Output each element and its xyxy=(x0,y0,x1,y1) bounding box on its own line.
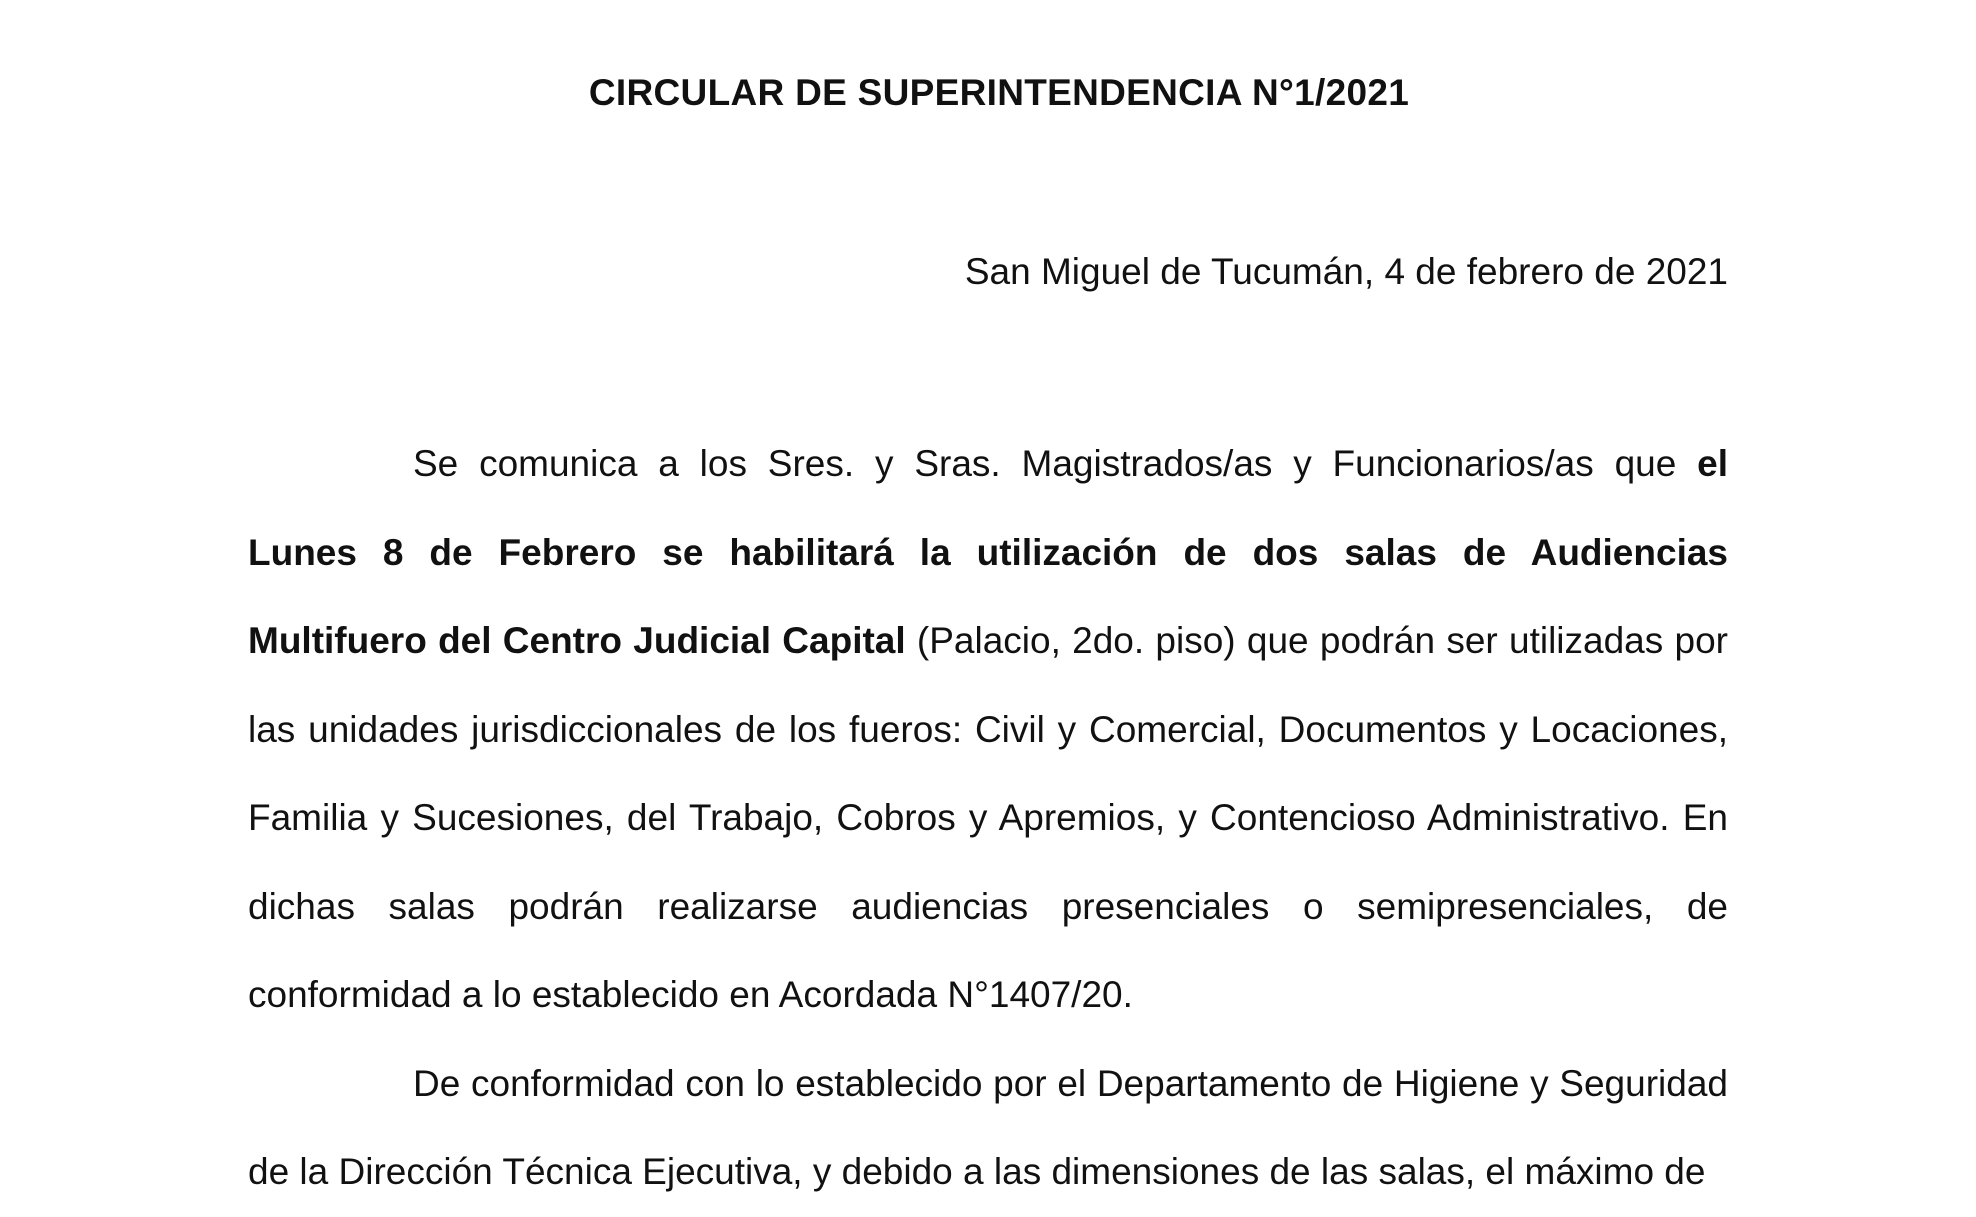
paragraph-1 xyxy=(248,420,1728,1040)
paragraph-1-lead: Se comunica a los Sres. y Sras. Magistrados/as y Funcionarios/as que xyxy=(413,443,1698,484)
paragraph-1-rest: (Palacio, 2do. piso) que podrán ser utilizadas por las unidades jurisdiccionales de los fueros: Civil y Comercial, Documentos y Locaciones, Familia y Sucesiones, del Trabajo, Cobros y Apremios, y Contencioso Administrativo. En dichas salas podrán realizarse audiencias presenciales o semipresenciales, de conformidad a lo establecido en Acordada N°1407/20. xyxy=(248,620,1728,1015)
date-line: San Miguel de Tucumán, 4 de febrero de 2021 xyxy=(964,251,1728,292)
paragraph-1-bold: el Lunes 8 de Febrero se habilitará la utilización de dos salas de Audiencias Multifuero del Centro Judicial Capital xyxy=(248,443,1728,661)
document-body xyxy=(248,420,1728,1217)
document-title: CIRCULAR DE SUPERINTENDENCIA N°1/2021 xyxy=(588,72,1410,113)
paragraph-2: De conformidad con lo establecido por el Departamento de Higiene y Seguridad de la Dirección Técnica Ejecutiva, y debido a las dimensiones de las salas, el máximo de xyxy=(248,1062,1728,1192)
